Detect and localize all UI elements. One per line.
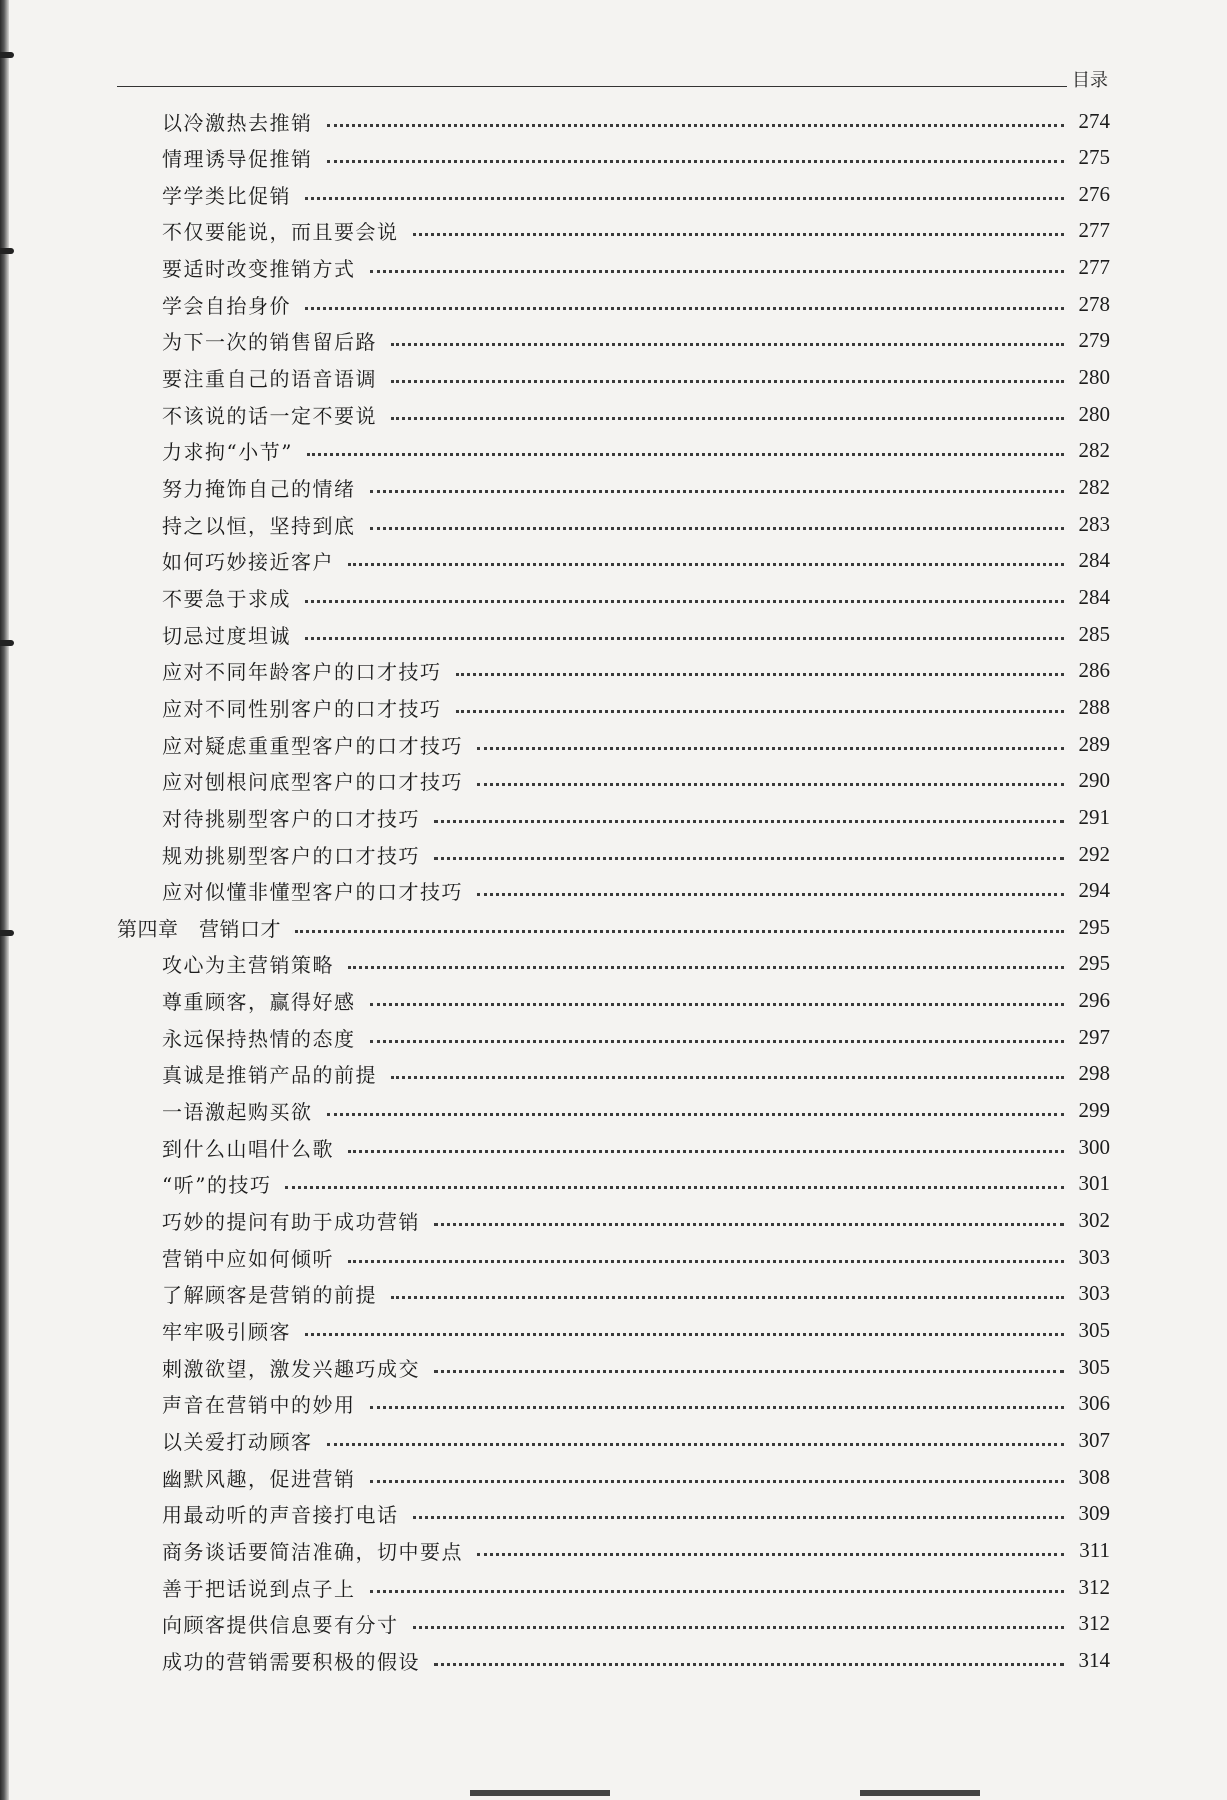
dot-leader: [307, 453, 1064, 456]
toc-page-number: 284: [1078, 548, 1110, 573]
toc-page-number: 312: [1078, 1611, 1110, 1636]
toc-entry-title: 要适时改变推销方式: [162, 257, 356, 282]
dot-leader: [477, 747, 1064, 750]
dot-leader: [305, 637, 1064, 640]
toc-entry-title: 商务谈话要简洁准确，切中要点: [162, 1539, 463, 1564]
dot-leader: [456, 673, 1065, 676]
toc-entry-title: 向顾客提供信息要有分寸: [162, 1613, 399, 1638]
dot-leader: [348, 966, 1064, 969]
toc-entry-title: 牢牢吸引顾客: [162, 1319, 291, 1344]
dot-leader: [305, 600, 1064, 603]
toc-entry-title: 善于把话说到点子上: [162, 1576, 356, 1601]
toc-entry-title: 到什么山唱什么歌: [162, 1136, 334, 1161]
dot-leader: [434, 1663, 1064, 1666]
toc-entry: [162, 1167, 1110, 1201]
toc-entry: [162, 434, 1110, 468]
dot-leader: [305, 307, 1064, 310]
toc-page-number: 286: [1078, 658, 1110, 683]
toc-page-number: 299: [1078, 1098, 1110, 1123]
dot-leader: [348, 563, 1064, 566]
toc-page-number: 280: [1078, 365, 1110, 390]
toc-entry: [162, 397, 1110, 431]
dot-leader: [391, 417, 1064, 420]
toc-entry: [162, 1533, 1110, 1567]
toc-entry: [162, 800, 1110, 834]
toc-entry-title: 不仅要能说，而且要会说: [162, 220, 399, 245]
toc-page-number: 306: [1078, 1391, 1110, 1416]
dot-leader: [370, 1406, 1065, 1409]
toc-entry: [162, 251, 1110, 285]
toc-entry: [162, 1350, 1110, 1384]
toc-entry: [162, 324, 1110, 358]
toc-page-number: 292: [1078, 841, 1110, 866]
toc-entry: [162, 141, 1110, 175]
dot-leader: [305, 197, 1064, 200]
toc-page-number: 305: [1078, 1354, 1110, 1379]
dot-leader: [413, 1626, 1065, 1629]
toc-page-number: 296: [1078, 988, 1110, 1013]
toc-page-number: 289: [1078, 731, 1110, 756]
dot-leader: [391, 1076, 1064, 1079]
dot-leader: [370, 527, 1065, 530]
toc-page-number: 295: [1078, 914, 1110, 939]
toc-entry-title: “听”的技巧: [162, 1173, 272, 1198]
toc-entry: [162, 1020, 1110, 1054]
toc-page-number: 275: [1078, 145, 1110, 170]
dot-leader: [305, 1333, 1064, 1336]
toc-entry: [162, 1313, 1110, 1347]
toc-entry-title: 成功的营销需要积极的假设: [162, 1649, 420, 1674]
toc-entry-title: 声音在营销中的妙用: [162, 1393, 356, 1418]
dot-leader: [456, 710, 1065, 713]
toc-chapter-entry: [117, 910, 1110, 944]
dot-leader: [434, 1370, 1064, 1373]
toc-page-number: 307: [1078, 1427, 1110, 1452]
toc-entry: [162, 1387, 1110, 1421]
toc-page-number: 282: [1078, 438, 1110, 463]
toc-entry-title: 学学类比促销: [162, 183, 291, 208]
toc-entry: [162, 617, 1110, 651]
toc-entry: [162, 947, 1110, 981]
toc-page-number: 276: [1078, 181, 1110, 206]
toc-page-number: 300: [1078, 1134, 1110, 1159]
toc-page-number: 298: [1078, 1061, 1110, 1086]
binding-mark: [0, 52, 14, 58]
toc-entry-title: 持之以恒，坚持到底: [162, 513, 356, 538]
binding-mark: [0, 640, 14, 646]
toc-entry-title: 应对不同年龄客户的口才技巧: [162, 660, 442, 685]
toc-page-number: 291: [1078, 804, 1110, 829]
page-edge-mark: [470, 1790, 610, 1796]
dot-leader: [327, 160, 1065, 163]
dot-leader: [327, 124, 1065, 127]
toc-page-number: 288: [1078, 694, 1110, 719]
toc-entry-title: 为下一次的销售留后路: [162, 330, 377, 355]
dot-leader: [434, 857, 1064, 860]
toc-entry-title: 真诚是推销产品的前提: [162, 1063, 377, 1088]
toc-page-number: 303: [1078, 1244, 1110, 1269]
toc-page-number: 311: [1079, 1537, 1110, 1562]
toc-entry: [162, 361, 1110, 395]
page-edge-mark: [860, 1790, 980, 1796]
toc-entry: [162, 1643, 1110, 1677]
toc-entry-title: 应对刨根问底型客户的口才技巧: [162, 770, 463, 795]
toc-entry: [162, 287, 1110, 321]
toc-entry: [162, 214, 1110, 248]
toc-page-number: 294: [1078, 878, 1110, 903]
toc-entry: [162, 1460, 1110, 1494]
toc-entry: [162, 1607, 1110, 1641]
toc-entry: [162, 654, 1110, 688]
toc-entry: [162, 1497, 1110, 1531]
toc-page-number: 302: [1078, 1208, 1110, 1232]
toc-entry: [162, 1570, 1110, 1604]
dot-leader: [391, 380, 1064, 383]
toc-entry-title: 要注重自己的语音语调: [162, 367, 377, 392]
toc-page-number: 295: [1078, 951, 1110, 976]
toc-page-number: 274: [1078, 108, 1110, 133]
toc-entry: [162, 690, 1110, 724]
toc-entry-title: 刺激欲望，激发兴趣巧成交: [162, 1356, 420, 1381]
toc-page-number: 282: [1078, 475, 1110, 499]
dot-leader: [370, 1040, 1065, 1043]
toc-entry-title: 应对疑虑重重型客户的口才技巧: [162, 733, 463, 758]
binding-mark: [0, 930, 14, 936]
dot-leader: [370, 1480, 1065, 1483]
toc-page-number: 312: [1078, 1574, 1110, 1599]
toc-entry-title: 切忌过度坦诚: [162, 623, 291, 648]
dot-leader: [370, 490, 1065, 493]
toc-entry-title: 了解顾客是营销的前提: [162, 1283, 377, 1308]
running-header: 目录: [1072, 70, 1108, 91]
toc-entry: [162, 874, 1110, 908]
toc-entry-title: 一语激起购买欲: [162, 1100, 313, 1125]
toc-entry: [162, 1204, 1110, 1238]
toc-entry: [162, 580, 1110, 614]
toc-entry-title: 攻心为主营销策略: [162, 953, 334, 978]
toc-entry-title: 巧妙的提问有助于成功营销: [162, 1210, 420, 1234]
toc-entry-title: 尊重顾客，赢得好感: [162, 990, 356, 1015]
toc-entry: [162, 544, 1110, 578]
dot-leader: [327, 1113, 1065, 1116]
dot-leader: [434, 820, 1064, 823]
toc-entry-title: 用最动听的声音接打电话: [162, 1503, 399, 1528]
dot-leader: [434, 1223, 1064, 1226]
toc-entry-title: 规劝挑剔型客户的口才技巧: [162, 843, 420, 868]
toc-entry-title: 以冷激热去推销: [162, 110, 313, 135]
dot-leader: [348, 1260, 1064, 1263]
toc-entry-title: 如何巧妙接近客户: [162, 550, 334, 575]
toc-page-number: 305: [1078, 1317, 1110, 1342]
toc-entry-title: 力求拘“小节”: [162, 440, 293, 465]
toc-entry: [162, 1240, 1110, 1274]
toc-entry-title: 以关爱打动顾客: [162, 1429, 313, 1454]
toc-entry-title: 应对似懂非懂型客户的口才技巧: [162, 880, 463, 905]
toc-entry: [162, 764, 1110, 798]
toc-page-number: 308: [1078, 1464, 1110, 1489]
toc-entry-title: 学会自抬身价: [162, 293, 291, 318]
toc-page-number: 284: [1078, 584, 1110, 609]
toc-entry-title: 第四章 营销口才: [117, 916, 281, 941]
toc-page-number: 277: [1078, 218, 1110, 243]
toc-page-number: 314: [1078, 1647, 1110, 1672]
dot-leader: [477, 893, 1064, 896]
toc-page-number: 279: [1078, 328, 1110, 353]
toc-page-number: 278: [1078, 291, 1110, 316]
dot-leader: [370, 270, 1065, 273]
toc-page-number: 280: [1078, 401, 1110, 426]
toc-entry: [162, 104, 1110, 138]
dot-leader: [413, 1516, 1065, 1519]
dot-leader: [413, 233, 1065, 236]
dot-leader: [391, 343, 1064, 346]
dot-leader: [477, 783, 1064, 786]
toc-entry: [162, 837, 1110, 871]
dot-leader: [370, 1003, 1065, 1006]
toc-page-number: 309: [1078, 1501, 1110, 1526]
toc-page-number: 297: [1078, 1024, 1110, 1049]
dot-leader: [391, 1296, 1064, 1299]
toc-entry-title: 营销中应如何倾听: [162, 1246, 334, 1271]
toc-entry: [162, 1130, 1110, 1164]
toc-entry: [162, 177, 1110, 211]
dot-leader: [370, 1590, 1065, 1593]
toc-entry-title: 努力掩饰自己的情绪: [162, 477, 356, 501]
binding-mark: [0, 248, 14, 254]
toc-entry: [162, 471, 1110, 505]
header-rule: [117, 86, 1067, 87]
toc-page-number: 285: [1078, 621, 1110, 646]
page-binding-edge: [0, 0, 9, 1800]
toc-entry-title: 不要急于求成: [162, 586, 291, 611]
toc-entry: [162, 984, 1110, 1018]
dot-leader: [295, 930, 1064, 933]
toc-page-number: 283: [1078, 511, 1110, 536]
toc-entry-title: 幽默风趣，促进营销: [162, 1466, 356, 1491]
dot-leader: [348, 1150, 1064, 1153]
dot-leader: [477, 1553, 1064, 1556]
toc-entry-title: 不该说的话一定不要说: [162, 403, 377, 428]
toc-entry-title: 永远保持热情的态度: [162, 1026, 356, 1051]
toc-page-number: 290: [1078, 768, 1110, 793]
toc-entry: [162, 1094, 1110, 1128]
toc-entry-title: 情理诱导促推销: [162, 147, 313, 172]
toc-page-number: 301: [1078, 1171, 1110, 1196]
toc-entry: [162, 507, 1110, 541]
dot-leader: [285, 1186, 1064, 1189]
toc-page-number: 277: [1078, 255, 1110, 280]
toc-entry: [162, 1423, 1110, 1457]
toc-entry: [162, 727, 1110, 761]
toc-entry: [162, 1057, 1110, 1091]
toc-entry: [162, 1277, 1110, 1311]
toc-entry-title: 应对不同性别客户的口才技巧: [162, 696, 442, 721]
toc-entry-title: 对待挑剔型客户的口才技巧: [162, 806, 420, 831]
dot-leader: [327, 1443, 1065, 1446]
toc-page-number: 303: [1078, 1281, 1110, 1306]
